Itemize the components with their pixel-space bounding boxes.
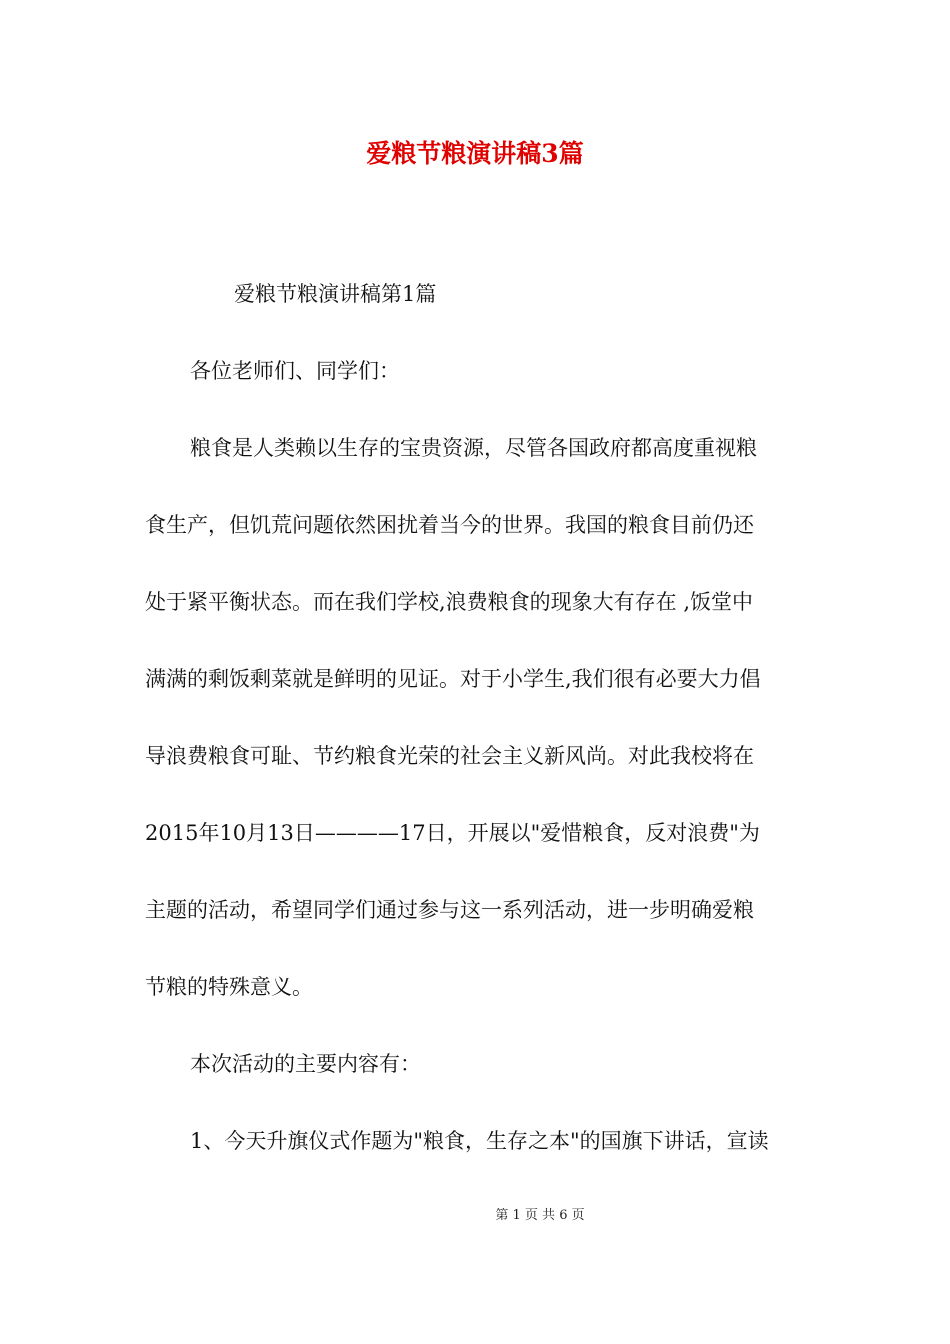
activity-intro-line: 本次活动的主要内容有： xyxy=(190,1052,421,1076)
section-heading: 爱粮节粮演讲稿第1篇 xyxy=(234,282,437,306)
greeting-line: 各位老师们、同学们： xyxy=(190,359,400,383)
paragraph-line: 粮食是人类赖以生存的宝贵资源，尽管各国政府都高度重视粮 xyxy=(190,436,757,460)
paragraph-line: 满满的剩饭剩菜就是鲜明的见证。对于小学生,我们很有必要大力倡 xyxy=(145,667,761,691)
paragraph-line: 食生产，但饥荒问题依然困扰着当今的世界。我国的粮食目前仍还 xyxy=(145,513,754,537)
paragraph-line: 主题的活动，希望同学们通过参与这一系列活动，进一步明确爱粮 xyxy=(145,898,754,922)
paragraph-line: 节粮的特殊意义。 xyxy=(145,975,313,999)
paragraph-line: 2015年10月13日————17日，开展以"爱惜粮食，反对浪费"为 xyxy=(145,821,760,845)
list-item-line: 1、今天升旗仪式作题为"粮食，生存之本"的国旗下讲话，宣读 xyxy=(190,1129,769,1153)
page-indicator: 第 1 页 共 6 页 xyxy=(495,1208,585,1223)
paragraph-line: 导浪费粮食可耻、节约粮食光荣的社会主义新风尚。对此我校将在 xyxy=(145,744,754,768)
document-body xyxy=(145,276,805,1159)
document-title: 爱粮节粮演讲稿3篇 xyxy=(366,139,584,168)
paragraph-line: 处于紧平衡状态。而在我们学校,浪费粮食的现象大有存在 ,饭堂中 xyxy=(145,590,754,614)
